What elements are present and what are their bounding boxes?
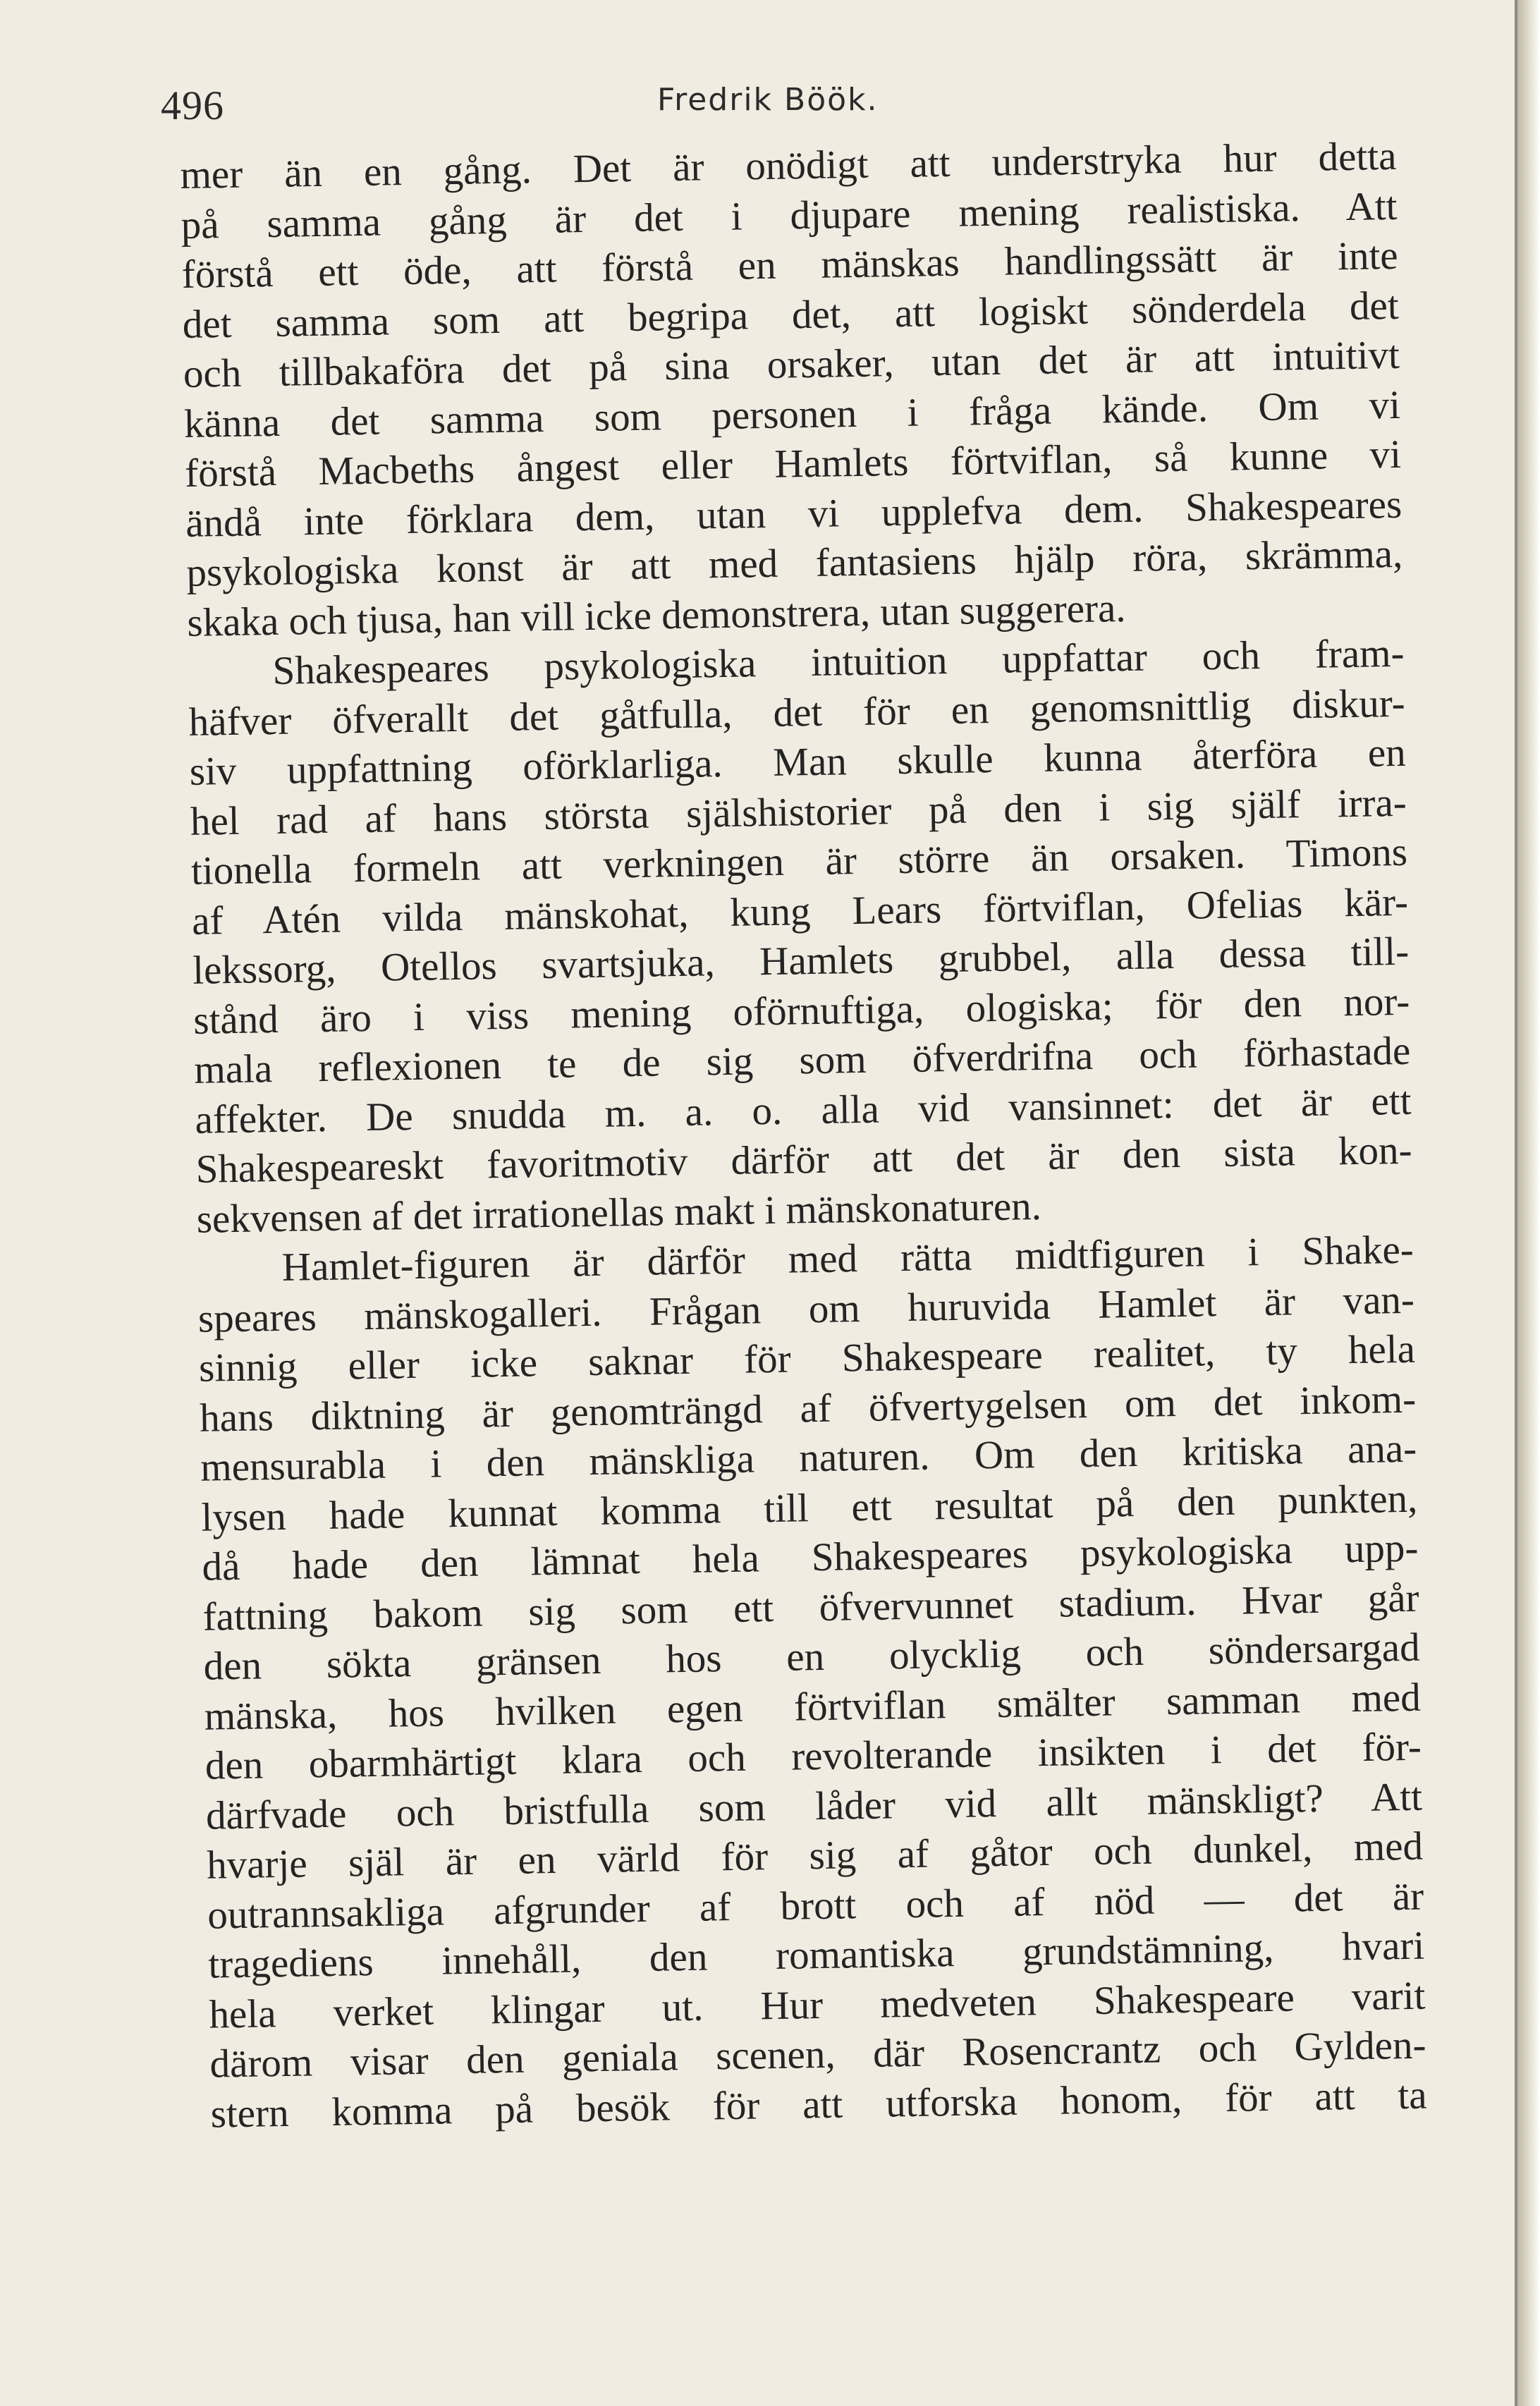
text-line: sekvensen af det irrationellas makt i mänskonaturen. (196, 1183, 1042, 1242)
text-line: känna det samma som personen i fråga kände. Om vi (183, 382, 1401, 446)
text-line: hela verket klingar ut. Hur medveten Shakespeare varit (209, 1973, 1426, 2037)
text-line: Hamlet-figuren är därför med rätta midtfiguren i Shake- (281, 1227, 1414, 1290)
text-line: förstå Macbeths ångest eller Hamlets förtviflan, så kunne vi (184, 432, 1402, 496)
text-line: då hade den lämnat hela Shakespeares psykologiska upp- (202, 1525, 1419, 1589)
running-head: Fredrik Böök. (657, 82, 879, 118)
text-line: tragediens innehåll, den romantiska grundstämning, hvari (207, 1923, 1425, 1987)
text-line: skaka och tjusa, han vill icke demonstrera, utan suggerera. (187, 585, 1126, 645)
text-line: häfver öfverallt det gåtfulla, det för en genomsnittlig diskur- (188, 680, 1406, 745)
text-line: hans diktning är genomträngd af öfvertygelsen om det inkom- (199, 1376, 1417, 1441)
text-line: stånd äro i viss mening oförnuftiga, ologiska; för den nor- (192, 979, 1410, 1043)
text-line: därfvade och bristfulla som låder vid allt mänskligt? Att (205, 1774, 1423, 1838)
text-line: Shakespeares psykologiska intuition uppfattar och fram- (272, 630, 1405, 694)
text-line: stern komma på besök för att utforska honom, för att ta (210, 2072, 1428, 2137)
text-line: fattning bakom sig som ett öfvervunnet stadium. Hvar går (202, 1575, 1419, 1639)
text-line: Shakespeareskt favoritmotiv därför att det är den sista kon- (195, 1128, 1412, 1192)
text-line: därom visar den geniala scenen, där Rosencrantz och Gylden- (209, 2022, 1426, 2087)
text-line: mänska, hos hvilken egen förtviflan smälter samman med (204, 1675, 1422, 1739)
text-line: siv uppfattning oförklarliga. Man skulle kunna återföra en (189, 730, 1407, 794)
text-line: den sökta gränsen hos en olycklig och söndersargad (203, 1625, 1421, 1689)
text-line: mer än en gång. Det är onödigt att understryka hur detta (180, 133, 1397, 197)
text-line: sinnig eller icke saknar för Shakespeare realitet, ty hela (198, 1326, 1416, 1391)
text-line: hel rad af hans största själshistorier på den i sig själf irra- (190, 780, 1407, 844)
text-line: speares mänskogalleri. Frågan om huruvida Hamlet är van- (197, 1277, 1415, 1341)
page-header (155, 76, 1382, 133)
text-line: lekssorg, Otellos svartsjuka, Hamlets grubbel, alla dessa till- (192, 929, 1410, 993)
text-line: på samma gång är det i djupare mening realistiska. Att (181, 183, 1398, 248)
text-line: affekter. De snudda m. a. o. alla vid vansinnet: det är ett (195, 1078, 1412, 1142)
text-line: mala reflexionen te de sig som öfverdrifna och förhastade (193, 1028, 1411, 1092)
text-line: ändå inte förklara dem, utan vi upplefva dem. Shakespeares (185, 482, 1402, 546)
text-line: den obarmhärtigt klara och revolterande insikten i det för- (204, 1724, 1422, 1788)
text-line: af Atén vilda mänskohat, kung Lears förtviflan, Ofelias kär- (191, 879, 1409, 944)
text-line: och tillbakaföra det på sina orsaker, utan det är att intuitivt (183, 332, 1400, 396)
text-line: lysen hade kunnat komma till ett resultat på den punkten, (200, 1476, 1418, 1540)
text-line: förstå ett öde, att förstå en mänskas handlingssätt är inte (181, 233, 1399, 297)
text-line: outrannsakliga afgrunder af brott och af nöd — det är (207, 1874, 1424, 1938)
text-line: psykologiska konst är att med fantasiens hjälp röra, skrämma, (185, 531, 1403, 595)
text-line: hvarje själ är en värld för sig af gåtor och dunkel, med (206, 1824, 1424, 1888)
text-line: det samma som att begripa det, att logiskt sönderdela det (182, 283, 1400, 347)
page-number: 496 (161, 83, 224, 128)
page-edge (1517, 0, 1540, 2406)
text-line: tionella formeln att verkningen är större än orsaken. Timons (190, 829, 1408, 893)
text-line: mensurabla i den mänskliga naturen. Om den kritiska ana- (200, 1426, 1417, 1490)
body-text (180, 132, 1427, 2139)
